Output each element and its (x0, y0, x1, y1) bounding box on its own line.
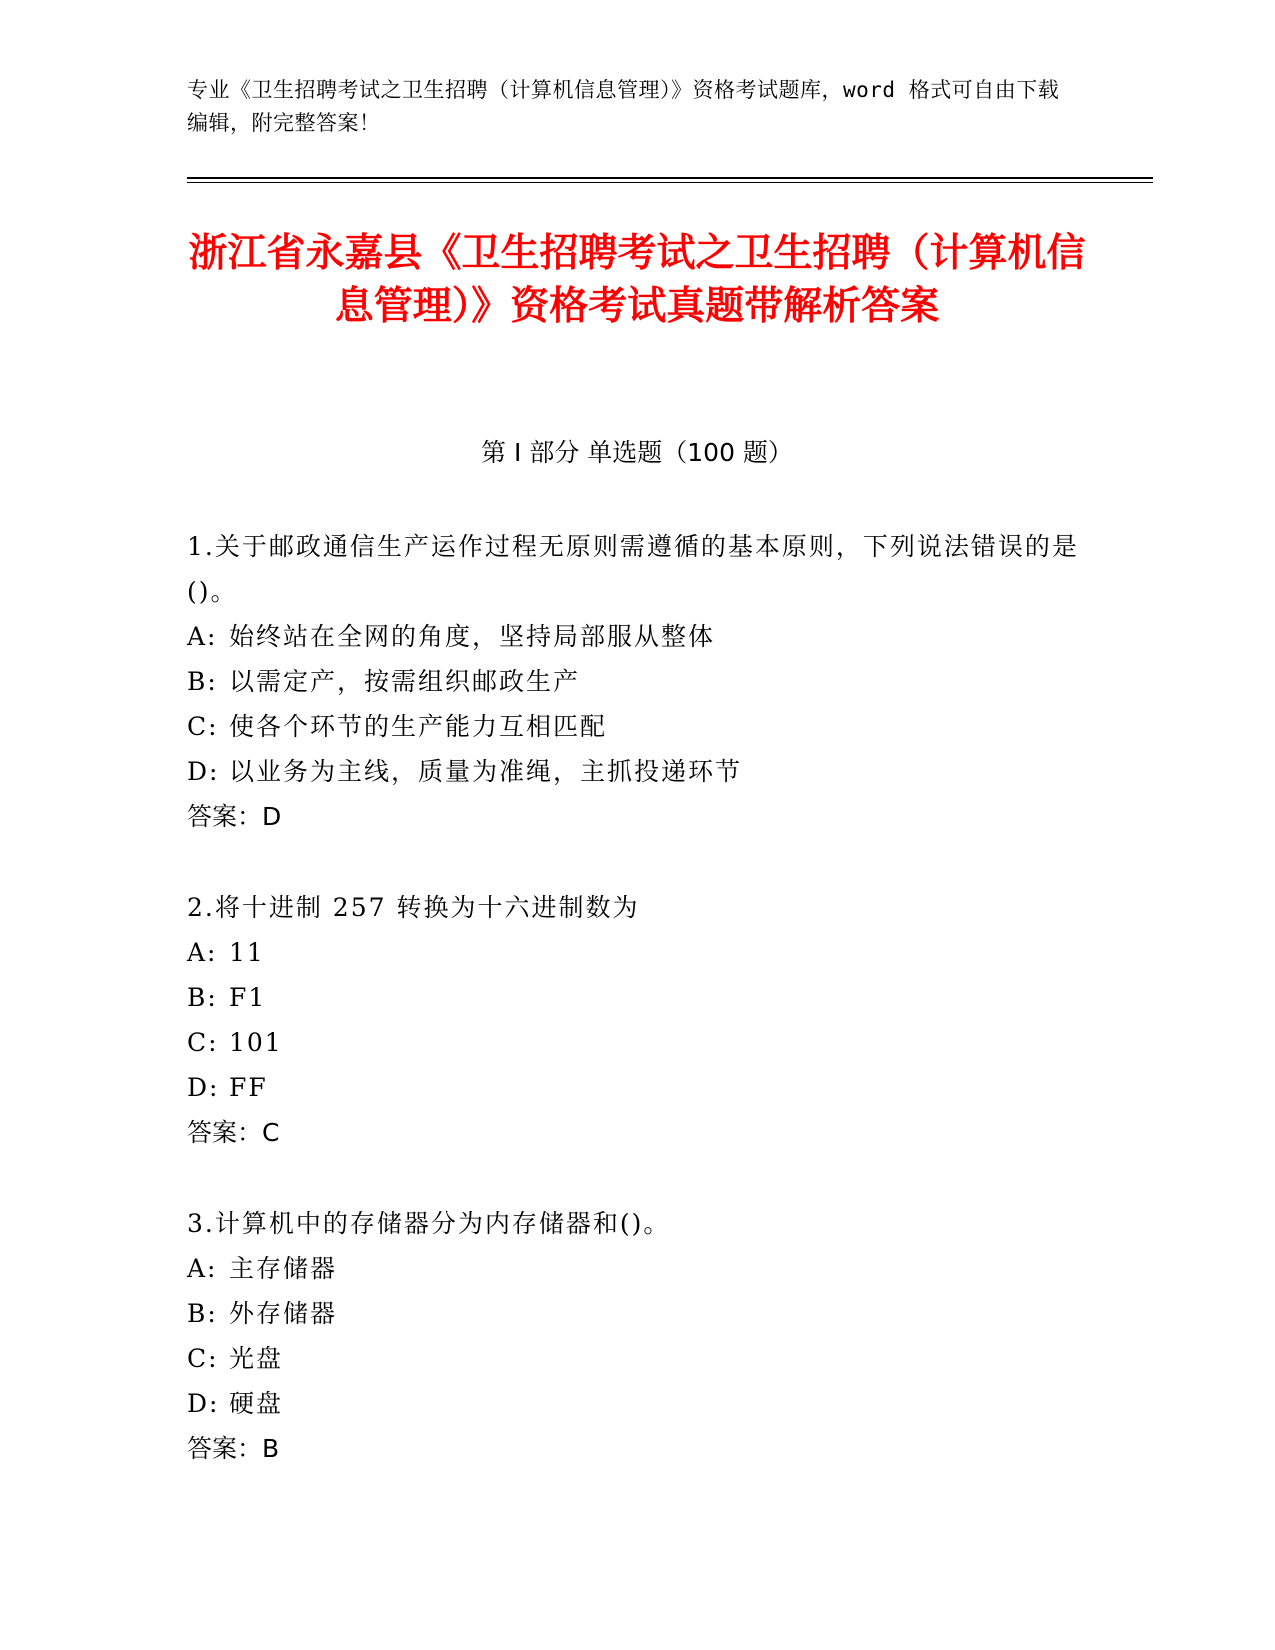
option-text: 外存储器 (229, 1299, 338, 1328)
question-1 (187, 524, 1087, 839)
option-text: F1 (229, 983, 267, 1012)
option-c (187, 704, 1087, 749)
answer-line: 答案：C (187, 1118, 280, 1147)
question-stem: 2.将十进制 257 转换为十六进制数为 (187, 893, 640, 922)
section-title: 第 I 部分 单选题（100 题） (481, 438, 793, 467)
option-b (187, 659, 1087, 704)
answer-line: 答案：D (187, 802, 282, 831)
question-3 (187, 1201, 1087, 1471)
option-text: 光盘 (229, 1344, 284, 1373)
option-a (187, 1246, 1087, 1291)
header-divider-thin (187, 182, 1153, 183)
option-text: 101 (229, 1028, 283, 1057)
option-c (187, 1020, 1087, 1065)
option-text: 始终站在全网的角度，坚持局部服从整体 (229, 622, 716, 651)
option-text: 使各个环节的生产能力互相匹配 (229, 712, 608, 741)
option-key: D: (187, 1073, 220, 1102)
document-title: 浙江省永嘉县《卫生招聘考试之卫生招聘（计算机信息管理）》资格考试真题带解析答案 (188, 231, 1086, 329)
option-a (187, 930, 1087, 975)
option-key: C: (187, 712, 219, 741)
option-text: FF (229, 1073, 268, 1102)
option-key: B: (187, 667, 218, 696)
option-key: A: (187, 1254, 218, 1283)
option-key: D: (187, 757, 220, 786)
option-key: C: (187, 1028, 219, 1057)
option-key: D: (187, 1389, 220, 1418)
option-key: C: (187, 1344, 219, 1373)
option-c (187, 1336, 1087, 1381)
option-text: 硬盘 (229, 1389, 284, 1418)
option-a (187, 614, 1087, 659)
option-text: 以需定产，按需组织邮政生产 (229, 667, 581, 696)
header-divider-thick (187, 177, 1153, 179)
question-2 (187, 885, 1087, 1155)
option-text: 11 (229, 938, 265, 967)
option-d (187, 1381, 1087, 1426)
option-d (187, 749, 1087, 794)
question-stem: 3.计算机中的存储器分为内存储器和()。 (187, 1209, 671, 1238)
option-text: 主存储器 (229, 1254, 338, 1283)
question-list (187, 524, 1087, 1517)
question-stem: 1.关于邮政通信生产运作过程无原则需遵循的基本原则，下列说法错误的是()。 (187, 532, 1079, 606)
option-key: A: (187, 938, 218, 967)
header-note: 专业《卫生招聘考试之卫生招聘（计算机信息管理）》资格考试题库，word 格式可自由下载编辑，附完整答案！ (187, 78, 1060, 135)
option-key: A: (187, 622, 218, 651)
option-key: B: (187, 983, 218, 1012)
answer-line: 答案：B (187, 1434, 280, 1463)
option-text: 以业务为主线，质量为准绳，主抓投递环节 (229, 757, 743, 786)
option-key: B: (187, 1299, 218, 1328)
option-d (187, 1065, 1087, 1110)
option-b (187, 1291, 1087, 1336)
option-b (187, 975, 1087, 1020)
